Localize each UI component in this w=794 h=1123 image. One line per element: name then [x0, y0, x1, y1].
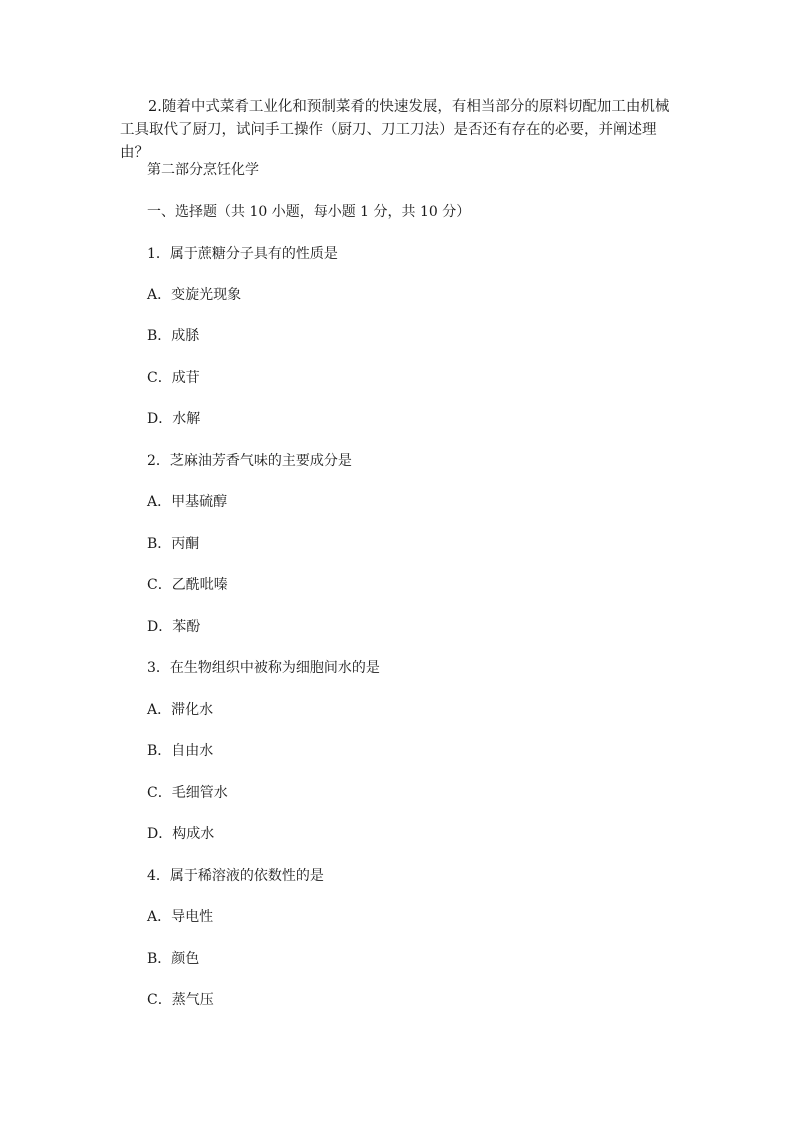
question-stem: 1．属于蔗糖分子具有的性质是 [147, 246, 338, 262]
question-option: B．丙酮 [147, 536, 200, 552]
question-stem: 2．芝麻油芳香气味的主要成分是 [147, 453, 352, 469]
question-stem: 4．属于稀溶液的依数性的是 [147, 868, 324, 884]
question-option: C．成苷 [147, 370, 200, 386]
question-option: B．自由水 [147, 743, 214, 759]
question-option: B．颜色 [147, 951, 200, 967]
question-option: B．成脎 [147, 328, 200, 344]
question-option: C．毛细管水 [147, 785, 228, 801]
question-option: C．乙酰吡嗪 [147, 577, 228, 593]
question-option: D．苯酚 [147, 619, 201, 635]
question-option: A．滞化水 [147, 702, 214, 718]
section-title: 一、选择题（共 10 小题，每小题 1 分，共 10 分） [147, 204, 471, 220]
question-option: A．甲基硫醇 [147, 494, 228, 510]
question-option: D．构成水 [147, 826, 215, 842]
part-title: 第二部分烹饪化学 [147, 162, 259, 178]
question-option: A．变旋光现象 [147, 287, 242, 303]
intro-paragraph: 2.随着中式菜肴工业化和预制菜肴的快速发展，有相当部分的原料切配加工由机械工具取代了厨刀，试问手工操作（厨刀、刀工刀法）是否还有存在的必要，并阐述理由？ [120, 99, 670, 161]
question-stem: 3．在生物组织中被称为细胞间水的是 [147, 660, 380, 676]
question-option: C．蒸气压 [147, 992, 214, 1008]
question-option: A．导电性 [147, 909, 214, 925]
question-option: D．水解 [147, 411, 201, 427]
